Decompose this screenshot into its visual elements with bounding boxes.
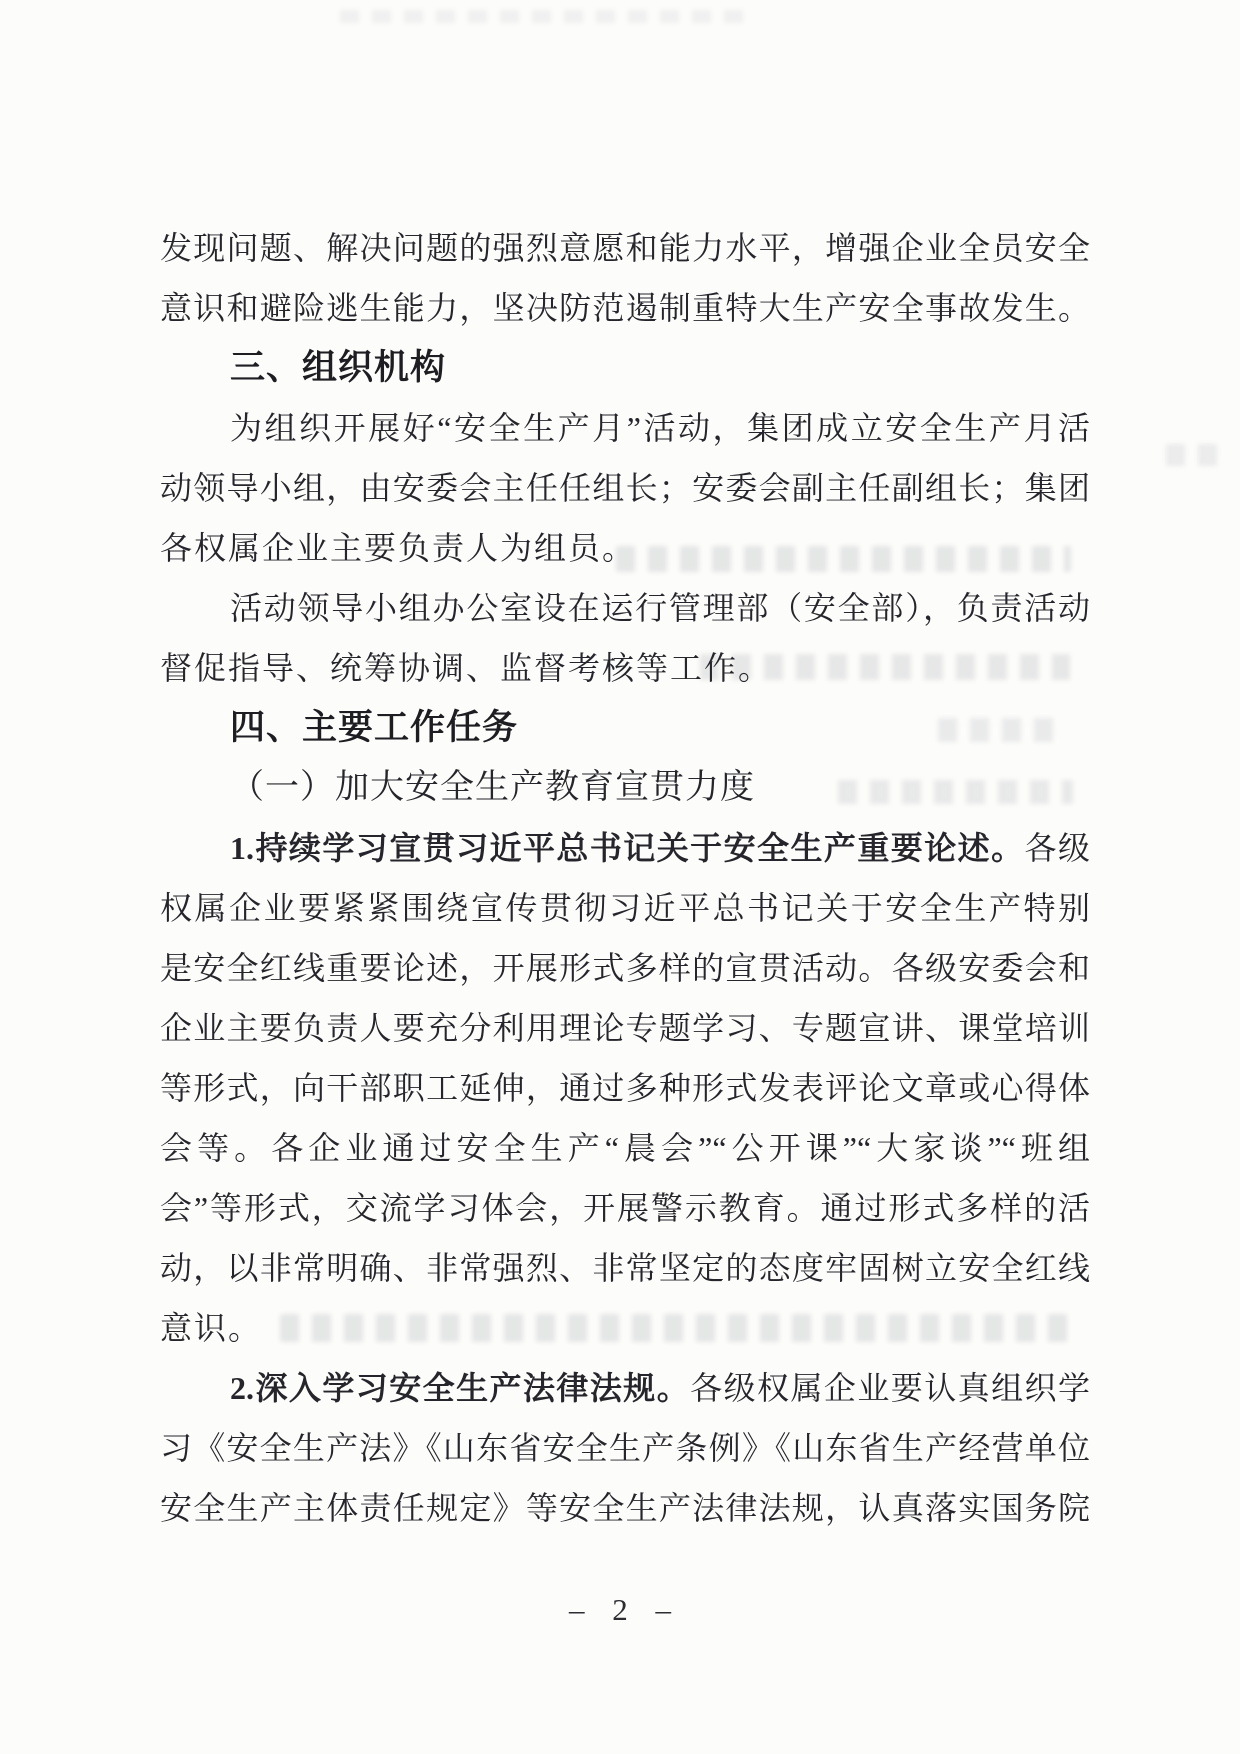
body-line: 意识和避险逃生能力，坚决防范遏制重特大生产安全事故发生。	[160, 290, 1090, 326]
body-line: 督促指导、统筹协调、监督考核等工作。	[160, 650, 773, 686]
page-number: – 2 –	[569, 1592, 681, 1627]
body-text: 各级	[1024, 830, 1090, 866]
body-line: 习《安全生产法》《山东省安全生产条例》《山东省生产经营单位	[160, 1430, 1090, 1466]
numbered-item-line	[160, 1358, 1090, 1418]
body-line: 为组织开展好“安全生产月”活动，集团成立安全生产月活	[230, 410, 1090, 446]
section-heading-4: 四、主要工作任务	[230, 708, 519, 747]
body-text: 各级权属企业要认真组织学	[690, 1370, 1090, 1406]
body-line: 安全生产主体责任规定》等安全生产法律法规，认真落实国务院	[160, 1490, 1090, 1526]
body-line: 意识。	[160, 1310, 263, 1346]
body-line: 各权属企业主要负责人为组员。	[160, 530, 637, 566]
body-line: 会”等形式，交流学习体会，开展警示教育。通过形式多样的活	[160, 1190, 1090, 1226]
numbered-item-lead: 2.深入学习安全生产法律法规。	[230, 1370, 691, 1406]
numbered-item-lead: 1.持续学习宣贯习近平总书记关于安全生产重要论述。	[230, 830, 1025, 866]
section-heading-3: 三、组织机构	[230, 348, 447, 387]
body-line: 等形式，向干部职工延伸，通过多种形式发表评论文章或心得体	[160, 1070, 1090, 1106]
body-line: 权属企业要紧紧围绕宣传贯彻习近平总书记关于安全生产特别	[160, 890, 1090, 926]
document-body	[160, 218, 1090, 1538]
body-line: 活动领导小组办公室设在运行管理部（安全部），负责活动	[230, 590, 1090, 626]
subsection-heading: （一）加大安全生产教育宣贯力度	[230, 769, 755, 806]
bleedthrough-smudge	[1166, 444, 1226, 466]
body-line: 动，以非常明确、非常强烈、非常坚定的态度牢固树立安全红线	[160, 1250, 1090, 1286]
numbered-item-line	[160, 818, 1090, 878]
body-line: 企业主要负责人要充分利用理论专题学习、专题宣讲、课堂培训	[160, 1010, 1090, 1046]
body-line: 动领导小组，由安委会主任任组长；安委会副主任副组长；集团	[160, 470, 1090, 506]
body-line: 是安全红线重要论述，开展形式多样的宣贯活动。各级安委会和	[160, 950, 1090, 986]
body-line: 会等。各企业通过安全生产“晨会”“公开课”“大家谈”“班组	[160, 1130, 1090, 1166]
body-line: 发现问题、解决问题的强烈意愿和能力水平，增强企业全员安全	[160, 230, 1090, 266]
bleedthrough-smudge	[340, 10, 750, 23]
